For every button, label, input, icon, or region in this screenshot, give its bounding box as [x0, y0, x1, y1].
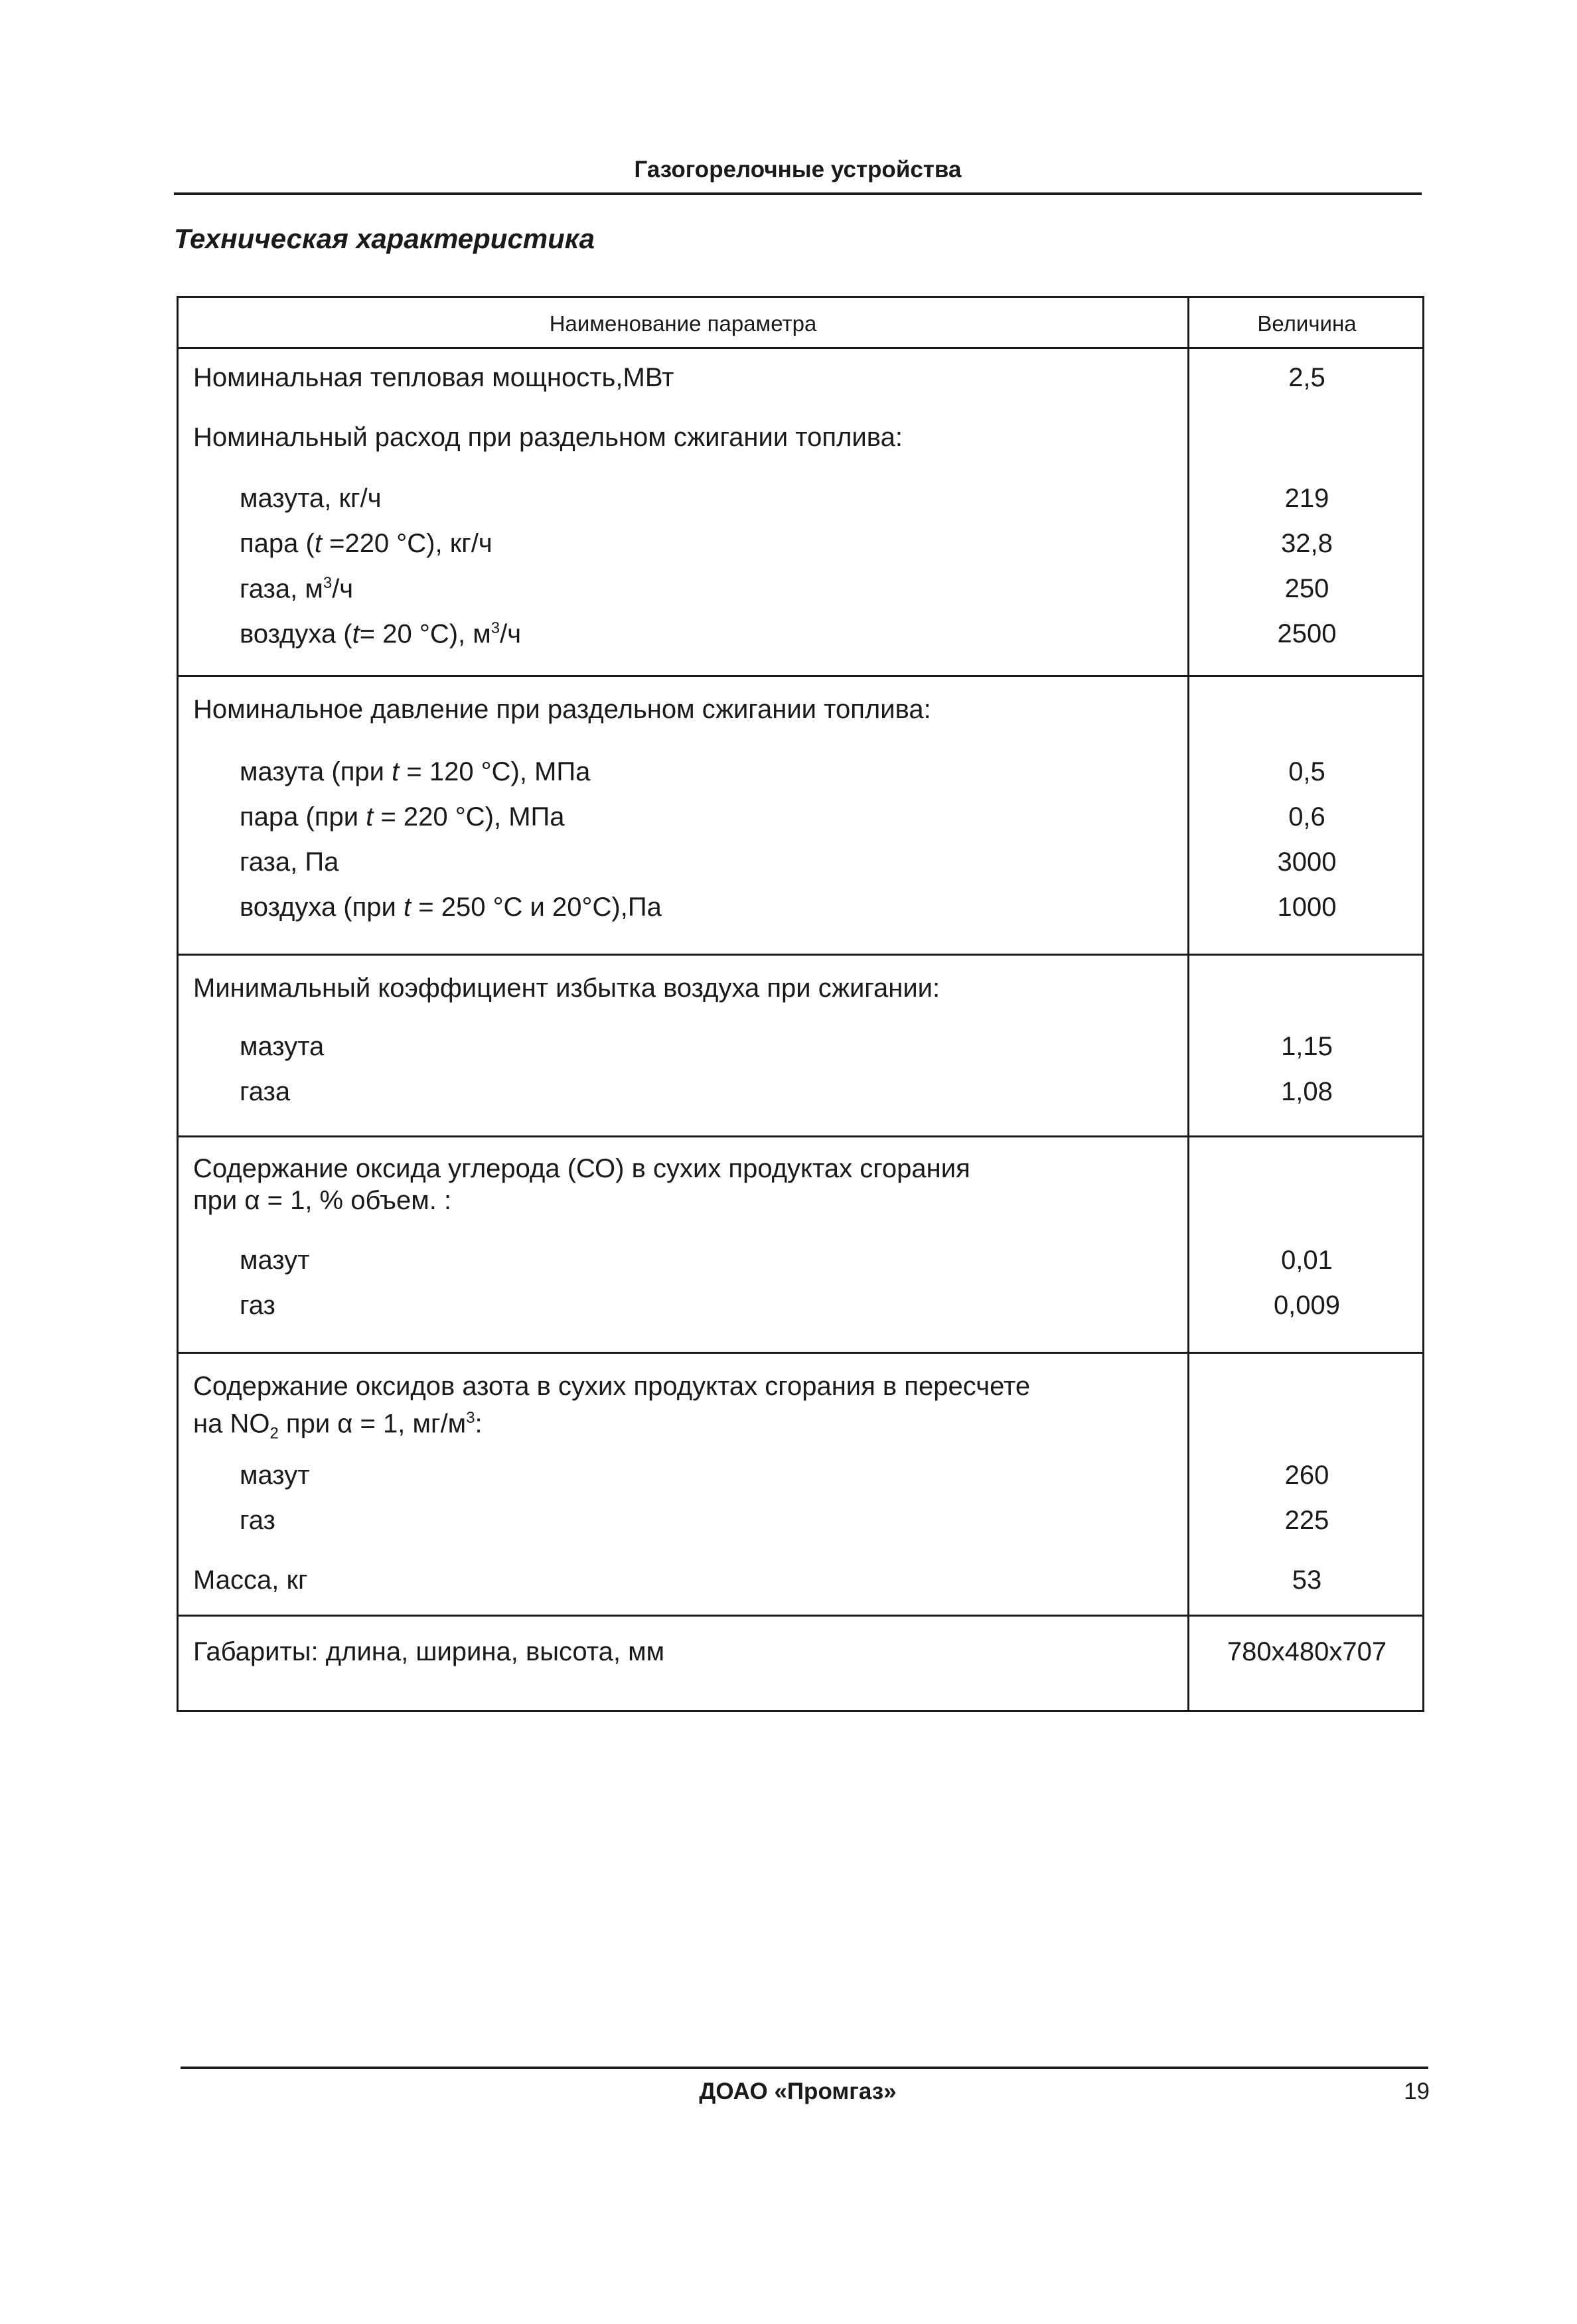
table-row	[179, 1506, 1422, 1546]
row-label: газ	[240, 1291, 275, 1320]
row-label: мазута (при t = 120 °С), МПа	[240, 757, 591, 786]
header-rule	[174, 192, 1422, 195]
row-value: 1,15	[1281, 1032, 1333, 1061]
row-label: пара (t =220 °С), кг/ч	[240, 529, 492, 558]
table-row	[179, 529, 1422, 569]
row-value: 225	[1284, 1506, 1329, 1535]
row-label: Номинальная тепловая мощность,МВт	[193, 363, 674, 392]
row-label: мазут	[240, 1461, 310, 1490]
table-row	[179, 1565, 1422, 1605]
group-divider	[179, 1135, 1422, 1137]
table-row	[179, 1032, 1422, 1072]
header-divider	[179, 347, 1422, 349]
column-header-value: Величина	[1257, 311, 1357, 336]
table-row	[179, 484, 1422, 524]
row-label: газа, $м^3/ч$	[240, 574, 354, 604]
row-label: мазута, кг/ч	[240, 484, 382, 513]
table-row	[179, 847, 1422, 887]
row-value: 53	[1292, 1565, 1322, 1595]
group-heading	[179, 423, 1422, 463]
row-value: 780x480x707	[1227, 1637, 1387, 1666]
row-label: Габариты: длина, ширина, высота, мм	[193, 1637, 665, 1666]
table-row	[179, 1637, 1422, 1677]
row-value: 1,08	[1281, 1077, 1333, 1106]
table-row	[179, 893, 1422, 932]
group-divider	[179, 954, 1422, 956]
row-value: 250	[1284, 574, 1329, 603]
spec-table	[177, 296, 1424, 1712]
row-label: Содержание оксида углерода (СО) в сухих продуктах сгорания при α = 1, % объем. :	[193, 1154, 970, 1215]
row-value: 32,8	[1281, 529, 1333, 558]
table-row	[179, 757, 1422, 797]
row-value: 3000	[1277, 847, 1337, 877]
row-value: 1000	[1277, 893, 1337, 922]
table-row	[179, 574, 1422, 614]
footer-org: ДОАО «Промгаз»	[699, 2078, 897, 2104]
row-label: мазута	[240, 1032, 325, 1061]
row-value: 0,5	[1288, 757, 1325, 786]
row-label: газ	[240, 1506, 275, 1535]
row-label: Номинальное давление при раздельном сжигании топлива:	[193, 695, 931, 724]
table-row	[179, 363, 1422, 403]
page-number: 19	[1404, 2078, 1430, 2104]
group-divider	[179, 675, 1422, 677]
row-label: пара (при t = 220 °С), МПа	[240, 802, 565, 832]
group-heading	[179, 1153, 1422, 1219]
table-row	[179, 1291, 1422, 1331]
row-value: 0,009	[1273, 1291, 1341, 1320]
row-value: 2,5	[1288, 363, 1325, 392]
table-row	[179, 1077, 1422, 1117]
footer-rule	[181, 2067, 1428, 2069]
row-label: Номинальный расход при раздельном сжигании топлива:	[193, 423, 903, 452]
row-value: 260	[1284, 1461, 1329, 1490]
table-row	[179, 1461, 1422, 1500]
table-row	[179, 619, 1422, 659]
group-divider	[179, 1615, 1422, 1617]
column-header-param: Наименование параметра	[549, 311, 817, 336]
row-value: 2500	[1277, 619, 1337, 648]
row-value: 219	[1284, 484, 1329, 513]
group-heading	[179, 1370, 1422, 1443]
row-label: газа, Па	[240, 847, 339, 877]
group-heading	[179, 974, 1422, 1013]
group-heading	[179, 695, 1422, 735]
row-label: воздуха (t= 20 °С), $м^3/ч$	[240, 619, 522, 649]
row-label: Масса, кг	[193, 1565, 308, 1595]
running-head: Газогорелочные устройства	[634, 157, 962, 182]
row-label: Содержание оксидов азота в сухих продуктах сгорания в пересчете на $NO_2$ при α = 1, $мг/м^3$:	[193, 1372, 1031, 1443]
row-value: 0,01	[1281, 1246, 1333, 1275]
row-value: 0,6	[1288, 802, 1325, 832]
row-label: газа	[240, 1077, 291, 1106]
row-label: воздуха (при t = 250 °С и 20°С),Па	[240, 893, 662, 922]
table-row	[179, 1246, 1422, 1285]
row-label: мазут	[240, 1246, 310, 1275]
group-divider	[179, 1352, 1422, 1354]
section-title: Техническая характеристика	[174, 223, 595, 254]
table-row	[179, 802, 1422, 842]
row-label: Минимальный коэффициент избытка воздуха при сжигании:	[193, 974, 940, 1003]
